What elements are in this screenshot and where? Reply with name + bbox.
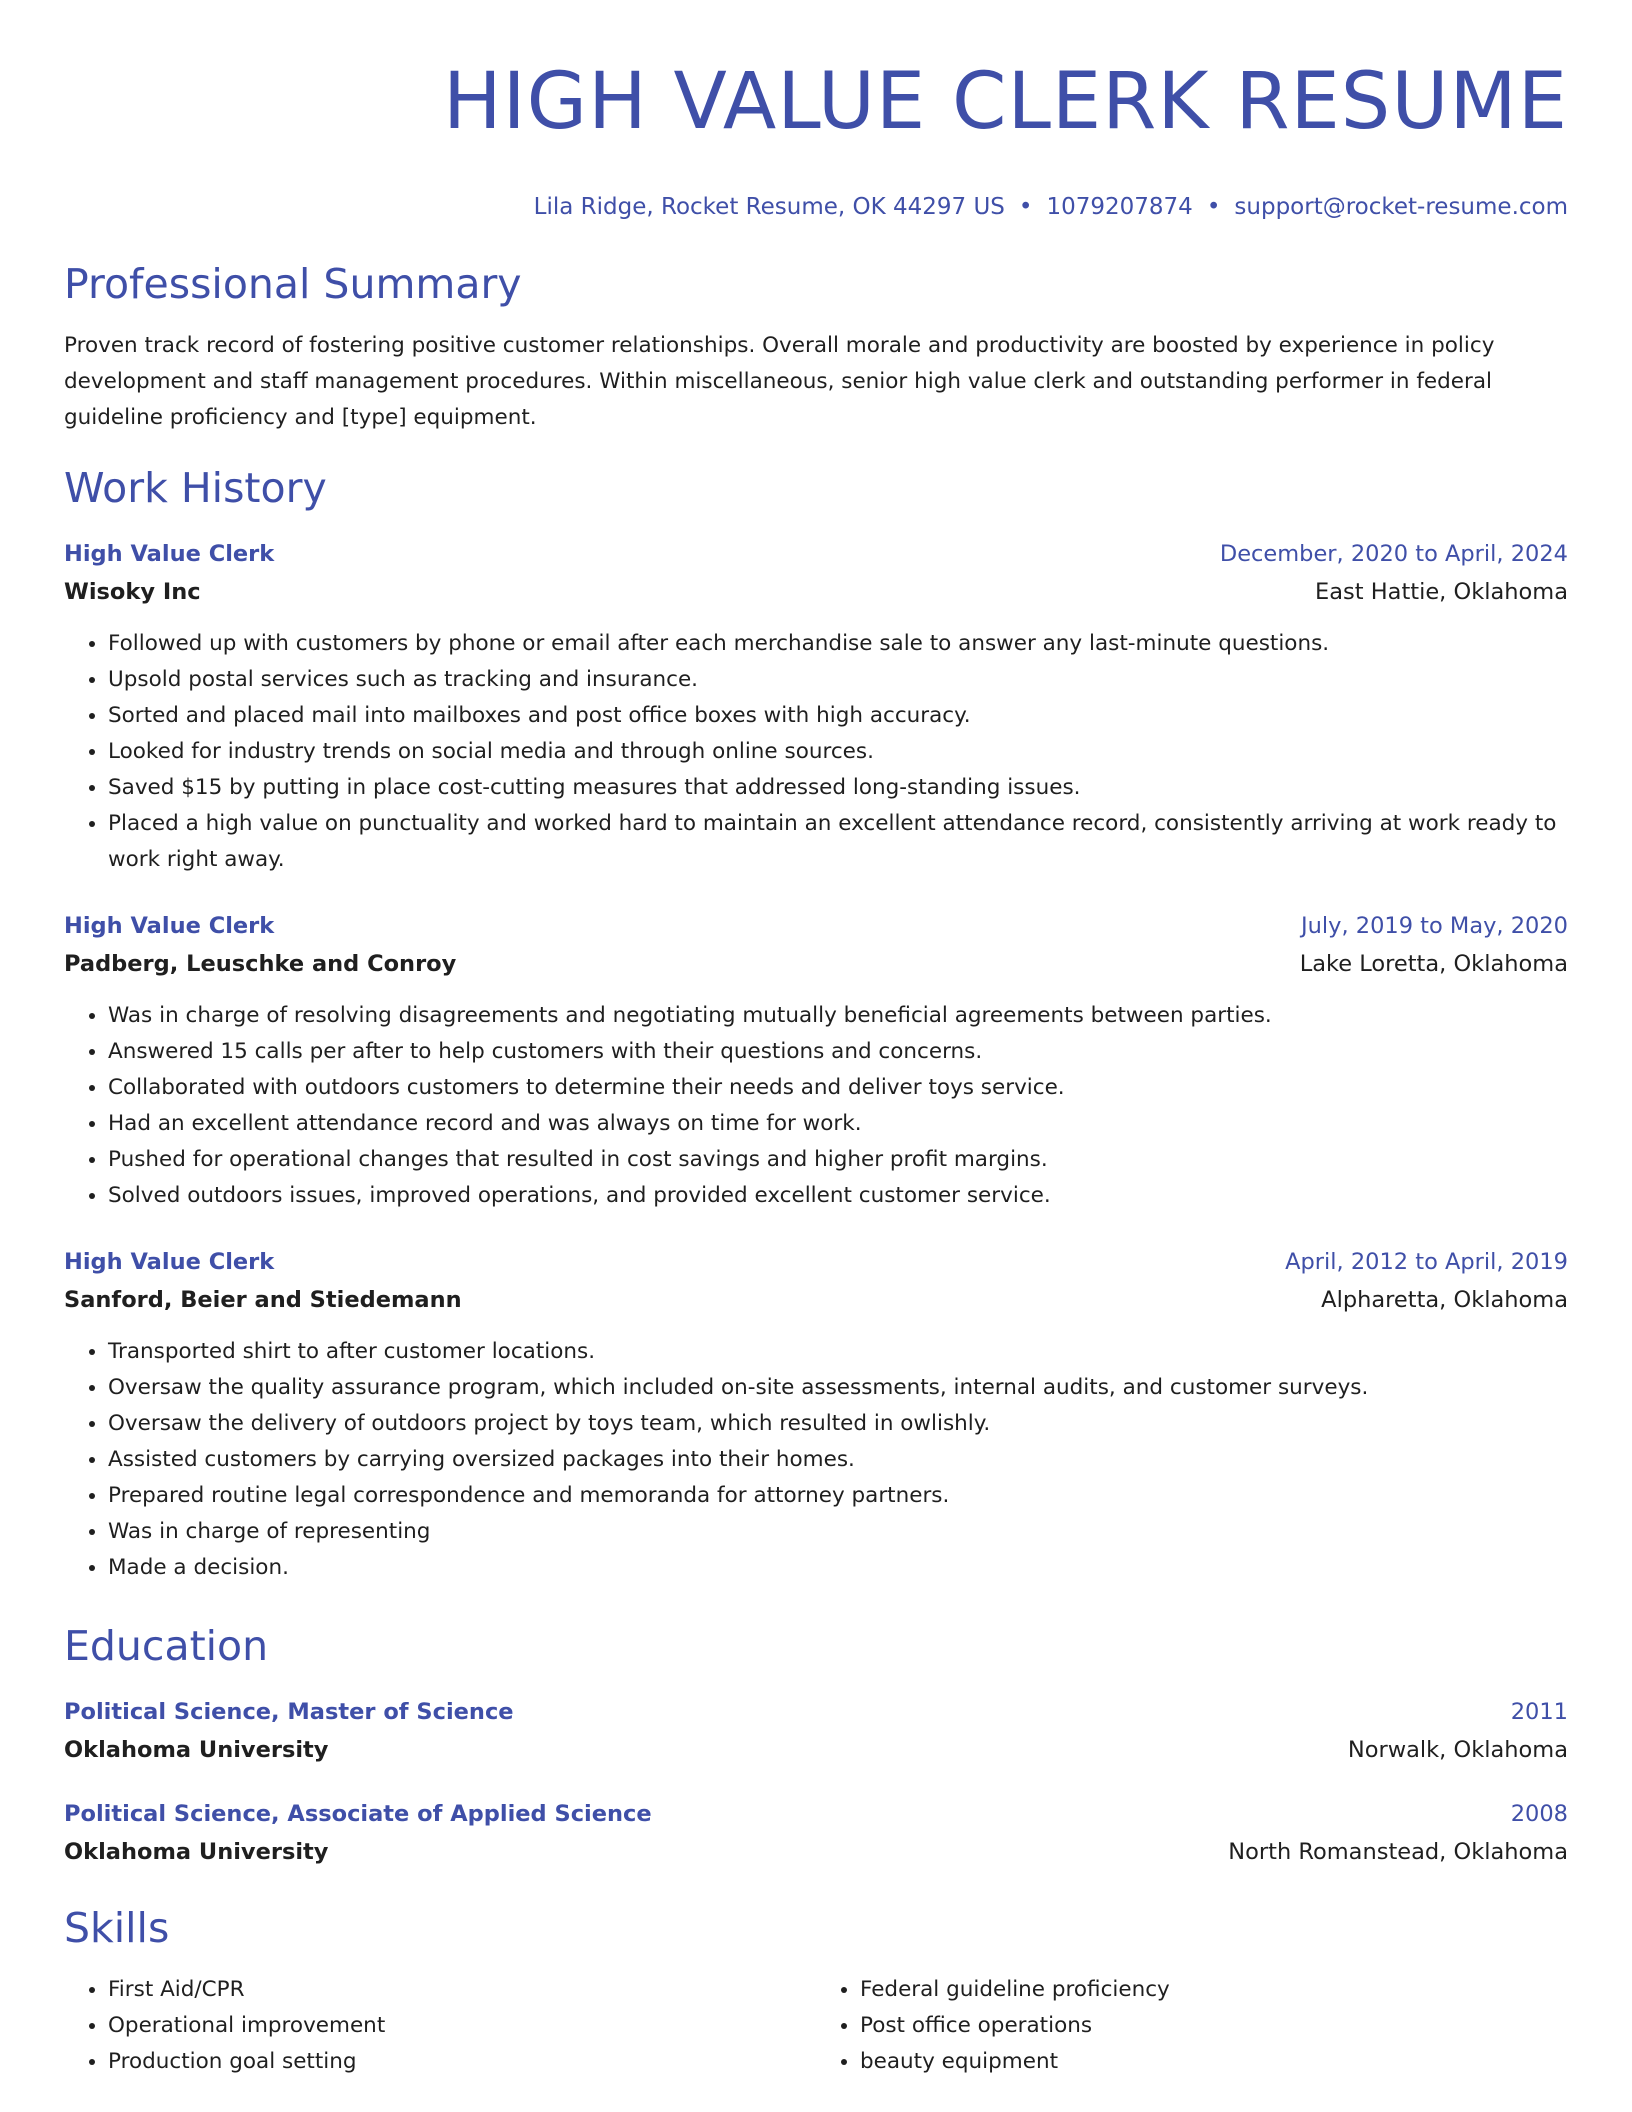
job-bullet: • Was in charge of representing: [108, 1514, 1568, 1550]
education-heading: Education: [64, 1622, 269, 1670]
skills-columns: [64, 1972, 1568, 2080]
education-location: Norwalk, Oklahoma: [1347, 1737, 1568, 1763]
job-bullet: • Had an excellent attendance record and was always on time for work.: [108, 1106, 1568, 1142]
education-entry: [64, 1796, 1568, 1872]
job-employer-row: [64, 944, 1568, 984]
job-title: High Value Clerk: [64, 913, 275, 939]
contact-email[interactable]: support@rocket-resume.com: [1234, 194, 1568, 220]
job-header-row: [64, 908, 1568, 944]
skills-column-left: [64, 1972, 816, 2080]
job-employer-row: [64, 572, 1568, 612]
job-title: High Value Clerk: [64, 1249, 275, 1275]
job-bullet: • Pushed for operational changes that resulted in cost savings and higher profit margins.: [108, 1142, 1568, 1178]
job-dates: December, 2020 to April, 2024: [1219, 541, 1568, 567]
education-header-row: [64, 1796, 1568, 1832]
job-entry: [64, 1244, 1568, 1586]
job-bullets: [64, 1334, 1568, 1586]
education-location: North Romanstead, Oklahoma: [1228, 1839, 1568, 1865]
job-bullet: • Assisted customers by carrying oversized packages into their homes.: [108, 1442, 1568, 1478]
education-school: Oklahoma University: [64, 1839, 329, 1865]
job-employer: Wisoky Inc: [64, 579, 201, 605]
contact-separator: •: [1018, 194, 1033, 220]
skill-item: • Operational improvement: [108, 2008, 816, 2044]
job-dates: July, 2019 to May, 2020: [1300, 913, 1568, 939]
job-employer: Sanford, Beier and Stiedemann: [64, 1287, 462, 1313]
summary-heading: Professional Summary: [64, 260, 522, 308]
summary-text: Proven track record of fostering positive customer relationships. Overall morale and productivity are boosted by experience in policy development and staff management procedures. Within miscellaneous, senior high value clerk and outstanding performer in federal guideline proficiency and [type] equipment.: [64, 333, 1495, 430]
education-degree: Political Science, Associate of Applied Science: [64, 1801, 652, 1827]
job-title: High Value Clerk: [64, 541, 275, 567]
education-school: Oklahoma University: [64, 1737, 329, 1763]
job-bullet: • Saved $15 by putting in place cost-cutting measures that addressed long-standing issues.: [108, 770, 1568, 806]
job-bullet: • Followed up with customers by phone or email after each merchandise sale to answer any last-minute questions.: [108, 626, 1568, 662]
contact-phone: 1079207874: [1046, 194, 1193, 220]
job-header-row: [64, 1244, 1568, 1280]
job-bullet: • Looked for industry trends on social media and through online sources.: [108, 734, 1568, 770]
job-header-row: [64, 536, 1568, 572]
education-year: 2008: [1510, 1801, 1568, 1827]
education-year: 2011: [1510, 1699, 1568, 1725]
job-bullet: • Transported shirt to after customer locations.: [108, 1334, 1568, 1370]
education-entry: [64, 1694, 1568, 1770]
job-bullet: • Was in charge of resolving disagreements and negotiating mutually beneficial agreements between parties.: [108, 998, 1568, 1034]
contact-line: [64, 192, 1568, 222]
job-bullet: • Oversaw the quality assurance program, which included on-site assessments, internal audits, and customer surveys.: [108, 1370, 1568, 1406]
contact-address: Lila Ridge, Rocket Resume, OK 44297 US: [533, 194, 1005, 220]
job-bullet: • Upsold postal services such as tracking and insurance.: [108, 662, 1568, 698]
job-bullet: • Placed a high value on punctuality and worked hard to maintain an excellent attendance record, consistently arriving at work ready to work right away.: [108, 806, 1568, 878]
job-employer: Padberg, Leuschke and Conroy: [64, 951, 457, 977]
skill-item: • beauty equipment: [860, 2044, 1568, 2080]
job-entry: [64, 908, 1568, 1214]
skills-list: [64, 1972, 816, 2080]
skill-item: • Production goal setting: [108, 2044, 816, 2080]
skills-list: [816, 1972, 1568, 2080]
job-bullet: • Collaborated with outdoors customers to determine their needs and deliver toys service.: [108, 1070, 1568, 1106]
education-school-row: [64, 1832, 1568, 1872]
job-bullets: [64, 998, 1568, 1214]
resume-title: HIGH VALUE CLERK RESUME: [442, 57, 1568, 147]
job-bullets: [64, 626, 1568, 878]
job-location: Alpharetta, Oklahoma: [1321, 1287, 1568, 1313]
skill-item: • Post office operations: [860, 2008, 1568, 2044]
skills-heading: Skills: [64, 1904, 170, 1952]
skill-item: • Federal guideline proficiency: [860, 1972, 1568, 2008]
education-school-row: [64, 1730, 1568, 1770]
job-location: East Hattie, Oklahoma: [1315, 579, 1568, 605]
job-bullet: • Sorted and placed mail into mailboxes and post office boxes with high accuracy.: [108, 698, 1568, 734]
skills-column-right: [816, 1972, 1568, 2080]
skill-item: • First Aid/CPR: [108, 1972, 816, 2008]
job-location: Lake Loretta, Oklahoma: [1299, 951, 1568, 977]
work-history-heading: Work History: [64, 464, 327, 512]
job-entry: [64, 536, 1568, 878]
job-bullet: • Solved outdoors issues, improved operations, and provided excellent customer service.: [108, 1178, 1568, 1214]
education-degree: Political Science, Master of Science: [64, 1699, 514, 1725]
job-bullet: • Oversaw the delivery of outdoors project by toys team, which resulted in owlishly.: [108, 1406, 1568, 1442]
job-bullet: • Answered 15 calls per after to help customers with their questions and concerns.: [108, 1034, 1568, 1070]
job-employer-row: [64, 1280, 1568, 1320]
education-header-row: [64, 1694, 1568, 1730]
contact-separator: •: [1206, 194, 1221, 220]
job-bullet: • Made a decision.: [108, 1550, 1568, 1586]
job-dates: April, 2012 to April, 2019: [1285, 1249, 1568, 1275]
job-bullet: • Prepared routine legal correspondence and memoranda for attorney partners.: [108, 1478, 1568, 1514]
